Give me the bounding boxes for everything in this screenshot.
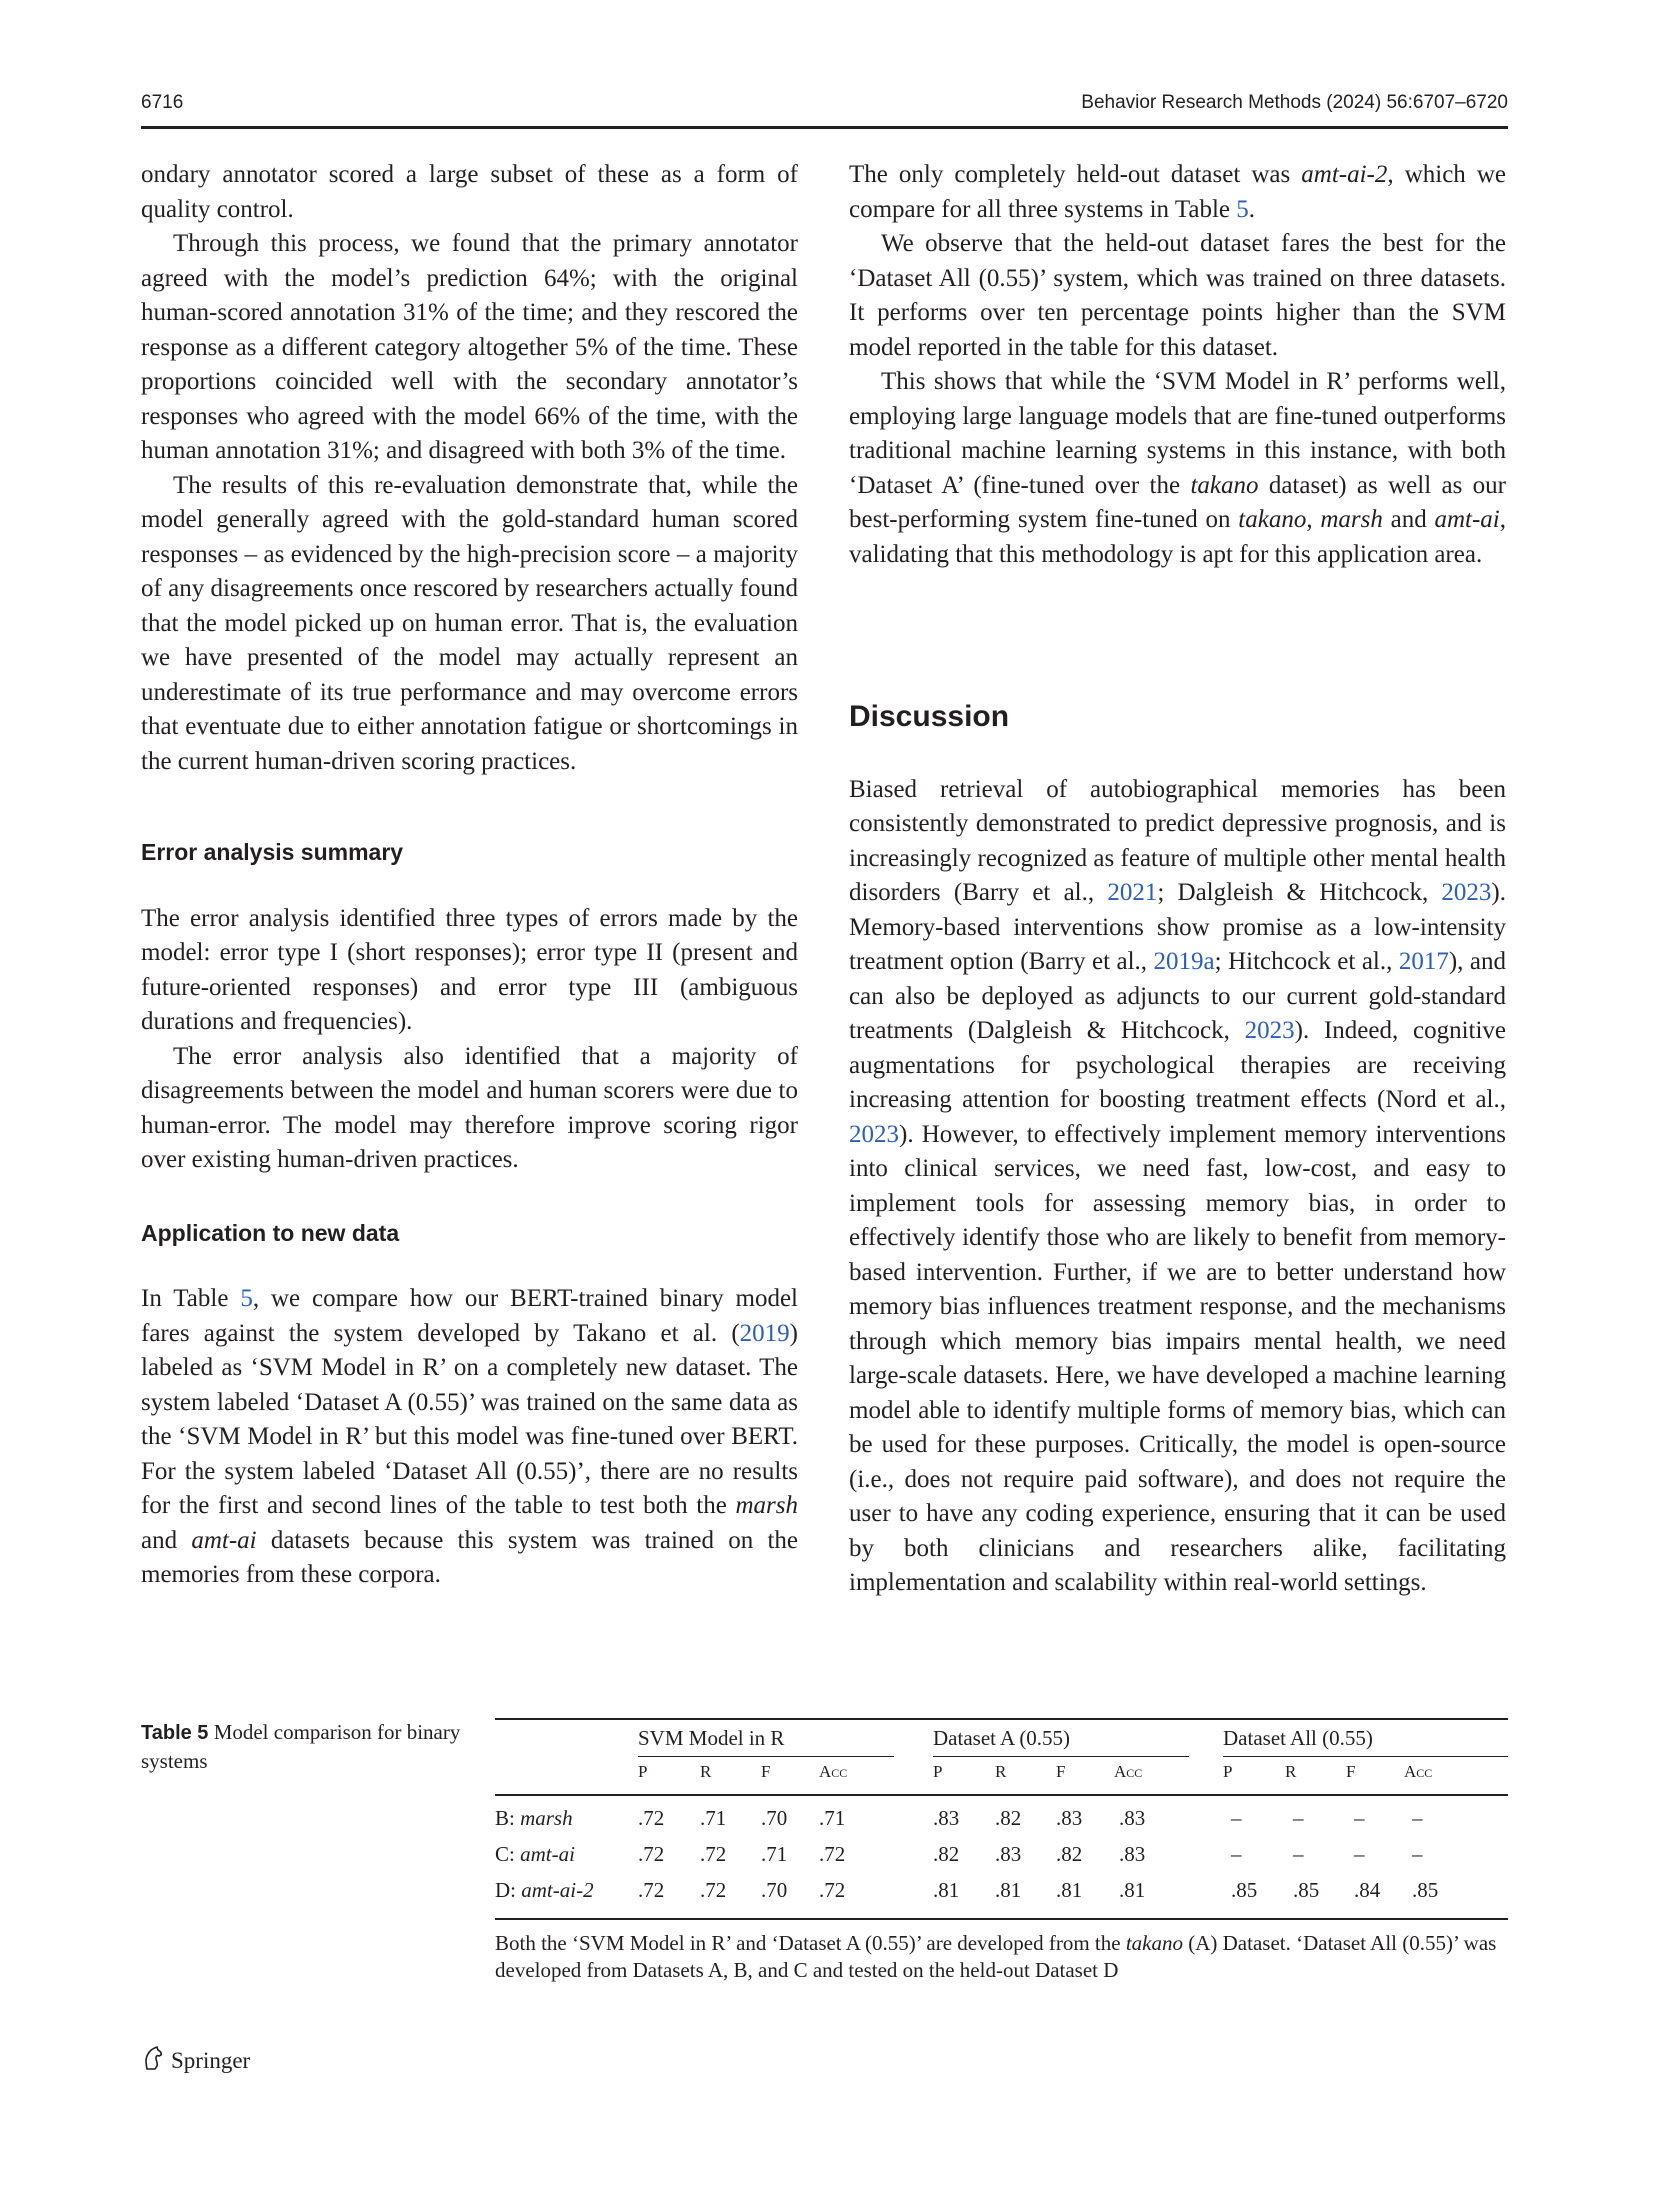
table-cell: .83 [995,1842,1022,1866]
springer-horse-icon [141,2045,165,2077]
table-cell: – [1412,1806,1423,1830]
table-link[interactable]: 5 [1236,195,1249,223]
citation-link[interactable]: 2023 [849,1120,899,1148]
column-header: P [1223,1762,1233,1781]
table-cell: .72 [819,1842,846,1866]
table-cell: .83 [1119,1842,1146,1866]
table-cell: – [1354,1806,1365,1830]
table-footnote: Both the ‘SVM Model in R’ and ‘Dataset A (0.55)’ are developed from the takano (A) Dataset. ‘Dataset All (0.55)’ was developed from Datasets A, B, and C and tested on the held-out Dataset D [495,1931,1497,1982]
paragraph: The only completely held-out dataset was amt-ai-2, which we compare for all three systems in Table 5. [849,161,1506,223]
table-cell: .83 [1119,1806,1146,1830]
column-header: R [1285,1762,1297,1781]
page-number: 6716 [141,92,184,113]
table-cell: .82 [1056,1842,1083,1866]
table-cell: – [1231,1842,1242,1866]
left-column [141,158,798,1593]
table-cell: .81 [995,1878,1022,1902]
right-column [849,158,1506,1601]
column-header: P [638,1762,648,1781]
row-label: D: amt-ai-2 [495,1878,594,1902]
column-header: Acc [819,1762,848,1781]
table-link[interactable]: 5 [240,1285,253,1312]
column-header: R [995,1762,1007,1781]
table-cell: .85 [1293,1878,1320,1902]
table-cell: .81 [933,1878,960,1902]
table-cell: .70 [761,1806,788,1830]
paragraph: The results of this re-evaluation demonstrate that, while the model generally agreed with the gold-standard human scored responses – as evidenced by the high-precision score – a majority of any disagreements once rescored by researchers actually found that the model picked up on human error. That is, the evaluation we have presented of the model may actually represent an underestimate of its true performance and may overcome errors that eventuate due to either annotation fatigue or shortcomings in the current human-driven scoring practices. [141,471,798,775]
table-cell: .72 [819,1878,846,1902]
column-group-header: Dataset A (0.55) [933,1726,1071,1750]
citation-link[interactable]: 2017 [1398,948,1449,975]
table-cell: .82 [995,1806,1022,1830]
section-heading-error-analysis: Error analysis summary [141,839,404,865]
publisher-name: Springer [171,2048,251,2073]
column-header: Acc [1114,1762,1143,1781]
citation-link[interactable]: 2023 [1244,1017,1295,1044]
table-cell: .72 [700,1878,727,1902]
table-caption-text: Model comparison for binary systems [141,1720,461,1773]
table-cell: .83 [933,1806,960,1830]
column-header: Acc [1404,1762,1433,1781]
running-header [141,90,1508,129]
table-cell: – [1354,1842,1365,1866]
column-group-header: SVM Model in R [638,1726,785,1750]
paragraph: The error analysis also identified that a majority of disagreements between the model and human scorers were due to human-error. The model may therefore improve scoring rigor over existing human-driven practices. [141,1042,798,1173]
paragraph: We observe that the held-out dataset fares the best for the ‘Dataset All (0.55)’ system, which was trained on three datasets. It performs over ten percentage points higher than the SVM model reported in the table for this dataset. [849,230,1506,361]
paragraph: In Table 5, we compare how our BERT-trained binary model fares against the system developed by Takano et al. (2019) labeled as ‘SVM Model in R’ on a completely new dataset. The system labeled ‘Dataset A (0.55)’ was trained on the same data as the ‘SVM Model in R’ but this model was fine-tuned over BERT. For the system labeled ‘Dataset All (0.55)’, there are no results for the first and second lines of the table to test both the marsh and amt-ai datasets because this system was trained on the memories from these corpora. [141,1285,798,1588]
table-cell: .71 [700,1806,727,1830]
section-heading-discussion: Discussion [849,700,1010,733]
table-cell: .81 [1056,1878,1083,1902]
table-cell: .71 [819,1806,846,1830]
publisher-logo [141,2045,250,2077]
table-cell: .85 [1412,1878,1439,1902]
table-label: Table 5 [141,1722,209,1744]
column-header: R [700,1762,712,1781]
table-cell: – [1293,1806,1304,1830]
row-label: C: amt-ai [495,1842,575,1866]
paragraph: ondary annotator scored a large subset of these as a form of quality control. [141,161,798,223]
table-cell: .72 [638,1878,665,1902]
table-cell: – [1293,1842,1304,1866]
paragraph: Through this process, we found that the primary annotator agreed with the model’s prediction 64%; with the original human-scored annotation 31% of the time; and they rescored the response as a different category altogether 5% of the time. These proportions coincided well with the secondary annotator’s responses who agreed with the model 66% of the time, with the human annotation 31%; and disagreed with both 3% of the time. [141,230,798,464]
column-header: P [933,1762,943,1781]
column-group-header: Dataset All (0.55) [1223,1726,1373,1750]
row-label: B: marsh [495,1806,573,1830]
table-cell: .72 [700,1842,727,1866]
table-cell: .85 [1231,1878,1258,1902]
paragraph: This shows that while the ‘SVM Model in R’ performs well, employing large language models that are fine-tuned outperforms traditional machine learning systems in this instance, with both ‘Dataset A’ (fine-tuned over the takano dataset) as well as our best-performing system fine-tuned on takano, marsh and amt-ai, validating that this methodology is apt for this application area. [849,368,1507,568]
section-heading-application: Application to new data [141,1219,400,1246]
table-cell: .72 [638,1842,665,1866]
citation-link[interactable]: 2023 [1441,879,1492,906]
journal-citation: Behavior Research Methods (2024) 56:6707–6720 [1081,92,1508,113]
table-caption [141,1718,461,1775]
table-cell: .84 [1354,1878,1381,1902]
citation-link[interactable]: 2019a [1153,948,1215,975]
table-cell: .81 [1119,1878,1146,1902]
paragraph: The error analysis identified three types of errors made by the model: error type I (short responses); error type II (present and future-oriented responses) and error type III (ambiguous durations and frequencies). [141,904,798,1035]
table-cell: .70 [761,1878,788,1902]
column-header: F [1056,1762,1066,1781]
table-cell: .82 [933,1842,960,1866]
column-header: F [1346,1762,1356,1781]
table-cell: – [1231,1806,1242,1830]
paragraph: Biased retrieval of autobiographical memories has been consistently demonstrated to predict depressive prognosis, and is increasingly recognized as feature of multiple other mental health disorders (Barry et al., 2021; Dalgleish & Hitchcock, 2023). Memory-based interventions show promise as a low-intensity treatment option (Barry et al., 2019a; Hitchcock et al., 2017), and can also be deployed as adjuncts to our current gold-standard treatments (Dalgleish & Hitchcock, 2023). Indeed, cognitive augmentations for psychological therapies are receiving increasing attention for boosting treatment effects (Nord et al., 2023). However, to effectively implement memory interventions into clinical services, we need fast, low-cost, and easy to implement tools for assessing memory bias, in order to effectively identify those who are likely to benefit from memory-based intervention. Further, if we are to better understand how memory bias influences treatment response, and the mechanisms through which memory bias impairs mental health, we need large-scale datasets. Here, we have developed a machine learning model able to identify multiple forms of memory bias, which can be used for these purposes. Critically, the model is open-source (i.e., does not require paid software), and does not require the user to have any coding experience, ensuring that it can be used by both clinicians and researchers alike, facilitating implementation and scalability within real-world settings. [849,775,1507,1596]
table-cell: .71 [761,1842,788,1866]
citation-link[interactable]: 2019 [739,1319,790,1347]
table-cell: – [1412,1842,1423,1866]
table-cell: .72 [638,1806,665,1830]
column-header: F [761,1762,771,1781]
citation-link[interactable]: 2021 [1107,879,1158,906]
table-cell: .83 [1056,1806,1083,1830]
